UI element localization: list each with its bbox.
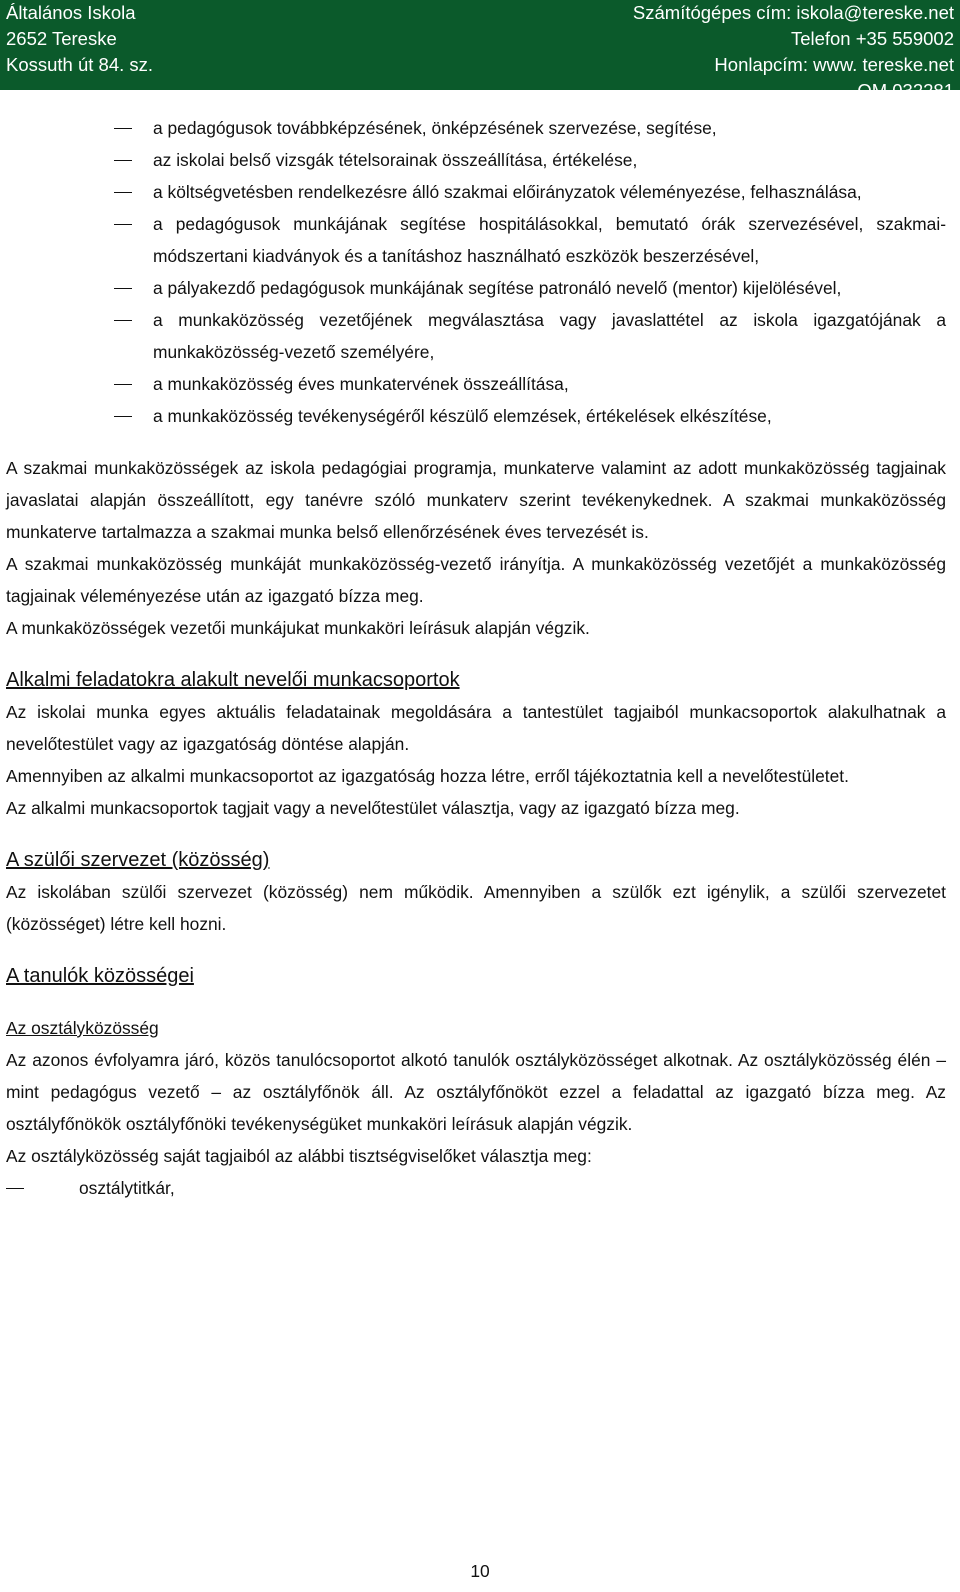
section-heading-alkalmi: Alkalmi feladatokra alakult nevelői munkacsoportok bbox=[6, 669, 460, 691]
list-item: a munkaközösség vezetőjének megválasztása vagy javaslattétel az iskola igazgatójának a munkaközösség-vezető személyére, bbox=[153, 310, 946, 362]
school-address-block bbox=[6, 0, 153, 78]
list-item: a költségvetésben rendelkezésre álló szakmai előirányzatok véleményezése, felhasználása, bbox=[153, 182, 862, 202]
email-line: Számítógépes cím: iskola@tereske.net bbox=[632, 2, 954, 23]
website-line: Honlapcím: www. tereske.net bbox=[714, 54, 954, 75]
phone-line: Telefon +35 559002 bbox=[790, 28, 954, 49]
paragraph: Az osztályközösség saját tagjaiból az alábbi tisztségviselőket választja meg: bbox=[6, 1146, 592, 1166]
list-item: a munkaközösség éves munkatervének összeállítása, bbox=[153, 374, 569, 394]
paragraph: Az iskolában szülői szervezet (közösség) nem működik. Amennyiben a szülők ezt igénylik, a szülői szervezetet (közösséget) létre kell hozni. bbox=[6, 882, 946, 934]
spacer bbox=[6, 992, 946, 1012]
spacer bbox=[6, 644, 946, 664]
spacer bbox=[6, 940, 946, 960]
paragraph: A munkaközösségek vezetői munkájukat munkaköri leírásuk alapján végzik. bbox=[6, 618, 590, 638]
school-street: Kossuth út 84. sz. bbox=[6, 54, 154, 75]
section-heading-szuloi: A szülői szervezet (közösség) bbox=[6, 849, 270, 871]
list-item: a pedagógusok továbbképzésének, önképzésének szervezése, segítése, bbox=[153, 118, 717, 138]
list-item: a pályakezdő pedagógusok munkájának segítése patronáló nevelő (mentor) kijelölésével, bbox=[153, 278, 842, 298]
school-contact-block bbox=[633, 0, 954, 104]
paragraph: A szakmai munkaközösségek az iskola pedagógiai programja, munkaterve valamint az adott munkaközösség tagjainak javaslatai alapján összeállított, egy tanévre szóló munkaterv szerint tevékenykednek. A szakmai munkaközösség munkaterve tartalmazza a szakmai munka belső ellenőrzésének éves tervezését is. bbox=[6, 458, 946, 542]
page-number: 10 bbox=[470, 1561, 490, 1581]
paragraph: A szakmai munkaközösség munkáját munkaközösség-vezető irányítja. A munkaközösség vezetőjét a munkaközösség tagjainak véleményezése után az igazgató bízza meg. bbox=[6, 554, 946, 606]
list-item: az iskolai belső vizsgák tételsorainak összeállítása, értékelése, bbox=[153, 150, 638, 170]
paragraph: Az iskolai munka egyes aktuális feladatainak megoldására a tantestület tagjaiból munkacsoportok alakulhatnak a nevelőtestület vagy az igazgatóság döntése alapján. bbox=[6, 702, 946, 754]
paragraph: Az azonos évfolyamra járó, közös tanulócsoportot alkotó tanulók osztályközösséget alkotnak. Az osztályközösség élén – mint pedagógus vezető – az osztályfőnök áll. Az osztályfőnököt ezzel a feladattal az igazgató bízza meg. Az osztályfőnökök osztályfőnöki tevékenységüket munkaköri leírásuk alapján végzik. bbox=[6, 1050, 946, 1134]
subsection-heading-osztalykozosseg: Az osztályközösség bbox=[6, 1018, 159, 1038]
school-name: Általános Iskola bbox=[6, 2, 136, 23]
task-list bbox=[6, 112, 946, 432]
spacer bbox=[6, 432, 946, 452]
list-item: osztálytitkár, bbox=[79, 1178, 175, 1198]
paragraph: Az alkalmi munkacsoportok tagjait vagy a nevelőtestület választja, vagy az igazgató bízza meg. bbox=[6, 798, 740, 818]
list-item: a munkaközösség tevékenységéről készülő elemzések, értékelések elkészítése, bbox=[153, 406, 772, 426]
page-header bbox=[0, 0, 960, 101]
officer-list bbox=[6, 1172, 946, 1204]
section-heading-tanulok: A tanulók közösségei bbox=[6, 965, 194, 987]
om-id-line: OM 032281 bbox=[857, 80, 954, 101]
paragraph: Amennyiben az alkalmi munkacsoportot az igazgatóság hozza létre, erről tájékoztatnia kell a nevelőtestületet. bbox=[6, 766, 849, 786]
school-city: 2652 Tereske bbox=[6, 28, 117, 49]
list-item: a pedagógusok munkájának segítése hospitálásokkal, bemutató órák szervezésével, szakmai-módszertani kiadványok és a tanításhoz használható eszközök beszerzésével, bbox=[153, 214, 946, 266]
document-body bbox=[6, 112, 946, 1204]
spacer bbox=[6, 824, 946, 844]
